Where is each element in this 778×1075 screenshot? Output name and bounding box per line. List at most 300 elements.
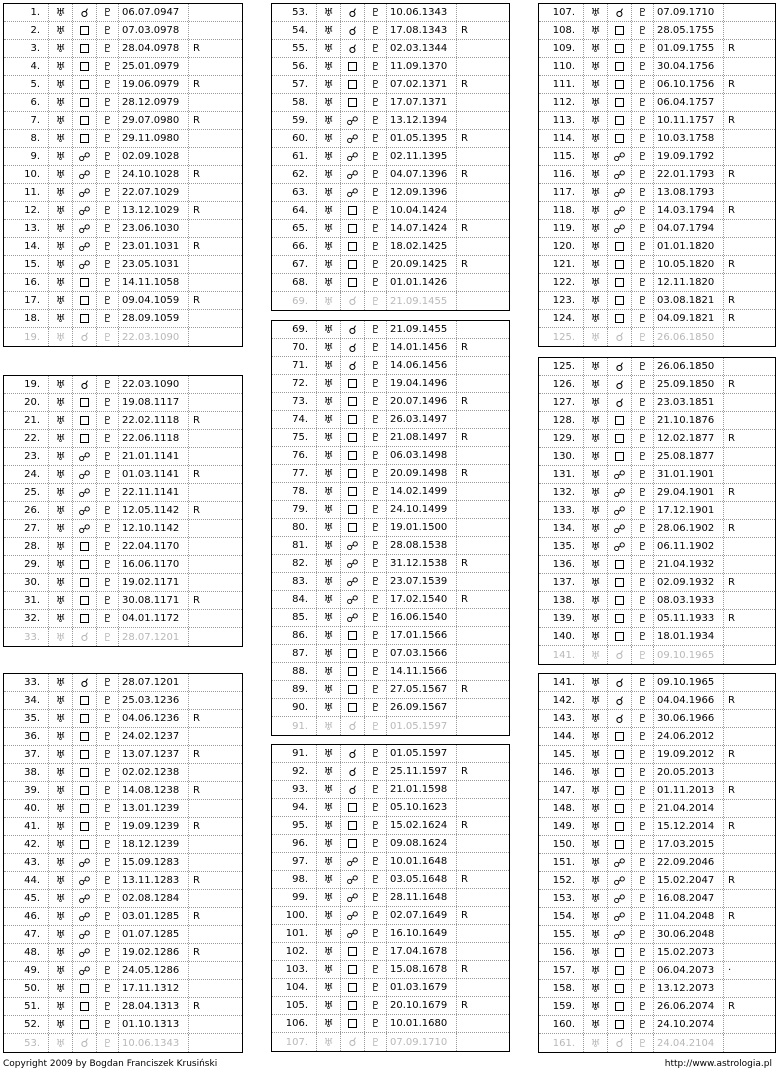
retrograde-flag bbox=[457, 699, 509, 716]
event-date: 01.05.1395 bbox=[387, 130, 457, 147]
row-number: 40. bbox=[4, 800, 49, 817]
table-block-8 bbox=[538, 357, 776, 665]
row-number: 47. bbox=[4, 926, 49, 943]
uranus-glyph: ♅ bbox=[49, 782, 73, 799]
row-number: 86. bbox=[272, 627, 317, 644]
event-date: 24.10.1499 bbox=[387, 501, 457, 518]
row-number: 112. bbox=[539, 94, 584, 111]
retrograde-flag bbox=[724, 980, 775, 997]
pluto-glyph: ♇ bbox=[365, 745, 387, 762]
row-number: 31. bbox=[4, 592, 49, 609]
row-number: 152. bbox=[539, 872, 584, 889]
retrograde-flag bbox=[724, 148, 775, 165]
event-date: 06.07.0947 bbox=[119, 4, 189, 21]
uranus-glyph: ♅ bbox=[49, 764, 73, 781]
row-number: 88. bbox=[272, 663, 317, 680]
uranus-glyph: ♅ bbox=[317, 256, 341, 273]
aspect-glyph: ☍ bbox=[608, 202, 632, 219]
square-aspect-icon bbox=[615, 296, 624, 305]
aspect-glyph: ☍ bbox=[341, 871, 365, 888]
retrograde-flag: R bbox=[728, 911, 735, 922]
retrograde-flag: R bbox=[461, 558, 468, 569]
uranus-glyph: ♅ bbox=[584, 22, 608, 39]
retrograde-flag bbox=[189, 22, 242, 39]
pluto-glyph: ♇ bbox=[97, 926, 119, 943]
table-row bbox=[539, 184, 775, 202]
event-date: 25.01.0979 bbox=[119, 58, 189, 75]
event-date: 25.09.1850 bbox=[654, 376, 724, 393]
uranus-glyph: ♅ bbox=[317, 148, 341, 165]
row-number: 158. bbox=[539, 980, 584, 997]
aspect-glyph bbox=[608, 412, 632, 429]
uranus-glyph: ♅ bbox=[317, 717, 341, 735]
event-date: 13.07.1237 bbox=[119, 746, 189, 763]
event-date: 17.07.1371 bbox=[387, 94, 457, 111]
table-row bbox=[4, 76, 242, 94]
pluto-glyph: ♇ bbox=[365, 220, 387, 237]
table-row bbox=[4, 112, 242, 130]
table-row bbox=[272, 130, 509, 148]
aspect-glyph: ☌ bbox=[608, 674, 632, 691]
uranus-glyph: ♅ bbox=[317, 871, 341, 888]
pluto-glyph: ♇ bbox=[97, 520, 119, 537]
aspect-glyph: ☌ bbox=[73, 376, 97, 393]
uranus-glyph: ♅ bbox=[49, 94, 73, 111]
retrograde-flag bbox=[189, 430, 242, 447]
pluto-glyph: ♇ bbox=[97, 256, 119, 273]
square-aspect-icon bbox=[80, 1002, 89, 1011]
retrograde-flag: R bbox=[461, 468, 468, 479]
uranus-glyph: ♅ bbox=[584, 1034, 608, 1052]
retrograde-flag: R bbox=[728, 749, 735, 760]
retrograde-flag bbox=[457, 573, 509, 590]
table-row bbox=[272, 699, 509, 717]
uranus-glyph: ♅ bbox=[49, 556, 73, 573]
aspect-glyph: ☌ bbox=[341, 22, 365, 39]
event-date: 20.07.1496 bbox=[387, 393, 457, 410]
event-date: 26.06.1850 bbox=[654, 328, 724, 346]
pluto-glyph: ♇ bbox=[97, 674, 119, 691]
event-date: 20.10.1679 bbox=[387, 997, 457, 1014]
pluto-glyph: ♇ bbox=[365, 645, 387, 662]
retrograde-flag: R bbox=[728, 79, 735, 90]
row-number: 33. bbox=[4, 674, 49, 691]
table-row bbox=[539, 148, 775, 166]
row-number: 161. bbox=[539, 1034, 584, 1052]
table-row bbox=[272, 256, 509, 274]
table-row bbox=[539, 394, 775, 412]
pluto-glyph: ♇ bbox=[97, 628, 119, 646]
row-number: 34. bbox=[4, 692, 49, 709]
aspect-glyph: ☍ bbox=[341, 148, 365, 165]
row-number: 120. bbox=[539, 238, 584, 255]
row-number: 126. bbox=[539, 376, 584, 393]
aspect-glyph bbox=[73, 592, 97, 609]
table-row bbox=[272, 717, 509, 735]
event-date: 21.10.1876 bbox=[654, 412, 724, 429]
table-row bbox=[539, 112, 775, 130]
aspect-glyph: ☍ bbox=[73, 148, 97, 165]
row-number: 78. bbox=[272, 483, 317, 500]
pluto-glyph: ♇ bbox=[365, 681, 387, 698]
uranus-glyph: ♅ bbox=[49, 292, 73, 309]
uranus-glyph: ♅ bbox=[317, 339, 341, 356]
row-number: 70. bbox=[272, 339, 317, 356]
square-aspect-icon bbox=[348, 839, 357, 848]
pluto-glyph: ♇ bbox=[365, 40, 387, 57]
event-date: 03.08.1821 bbox=[654, 292, 724, 309]
square-aspect-icon bbox=[615, 786, 624, 795]
event-date: 09.10.1965 bbox=[654, 646, 724, 664]
event-date: 03.05.1648 bbox=[387, 871, 457, 888]
retrograde-flag bbox=[189, 628, 242, 646]
pluto-glyph: ♇ bbox=[632, 674, 654, 691]
event-date: 30.04.1756 bbox=[654, 58, 724, 75]
uranus-glyph: ♅ bbox=[584, 800, 608, 817]
copyright-text: Copyright 2009 by Bogdan Franciszek Krusiński bbox=[3, 1059, 218, 1069]
table-row bbox=[272, 202, 509, 220]
retrograde-flag bbox=[189, 376, 242, 393]
pluto-glyph: ♇ bbox=[632, 836, 654, 853]
uranus-glyph: ♅ bbox=[317, 763, 341, 780]
aspect-glyph bbox=[73, 292, 97, 309]
uranus-glyph: ♅ bbox=[584, 358, 608, 375]
uranus-glyph: ♅ bbox=[584, 448, 608, 465]
table-row bbox=[539, 872, 775, 890]
retrograde-flag bbox=[189, 220, 242, 237]
event-date: 23.06.1030 bbox=[119, 220, 189, 237]
table-row bbox=[4, 746, 242, 764]
pluto-glyph: ♇ bbox=[365, 717, 387, 735]
uranus-glyph: ♅ bbox=[49, 926, 73, 943]
table-row bbox=[272, 1015, 509, 1033]
pluto-glyph: ♇ bbox=[365, 1033, 387, 1051]
pluto-glyph: ♇ bbox=[632, 628, 654, 645]
retrograde-flag bbox=[724, 184, 775, 201]
uranus-glyph: ♅ bbox=[49, 674, 73, 691]
pluto-glyph: ♇ bbox=[365, 799, 387, 816]
table-row bbox=[272, 591, 509, 609]
pluto-glyph: ♇ bbox=[365, 184, 387, 201]
pluto-glyph: ♇ bbox=[632, 764, 654, 781]
retrograde-flag bbox=[189, 184, 242, 201]
uranus-glyph: ♅ bbox=[584, 220, 608, 237]
aspect-glyph bbox=[341, 274, 365, 291]
event-date: 07.09.1710 bbox=[654, 4, 724, 21]
table-row bbox=[4, 926, 242, 944]
uranus-glyph: ♅ bbox=[49, 538, 73, 555]
uranus-glyph: ♅ bbox=[317, 447, 341, 464]
table-row bbox=[272, 112, 509, 130]
table-block-4 bbox=[271, 3, 510, 311]
event-date: 21.08.1497 bbox=[387, 429, 457, 446]
table-row bbox=[4, 1016, 242, 1034]
uranus-glyph: ♅ bbox=[317, 799, 341, 816]
event-date: 29.04.1901 bbox=[654, 484, 724, 501]
uranus-glyph: ♅ bbox=[584, 58, 608, 75]
aspect-glyph: ☌ bbox=[341, 321, 365, 338]
square-aspect-icon bbox=[615, 804, 624, 813]
table-row bbox=[272, 1033, 509, 1051]
retrograde-flag: R bbox=[728, 43, 735, 54]
aspect-glyph bbox=[73, 1016, 97, 1033]
event-date: 07.03.1566 bbox=[387, 645, 457, 662]
uranus-glyph: ♅ bbox=[49, 944, 73, 961]
retrograde-flag bbox=[189, 1034, 242, 1052]
square-aspect-icon bbox=[348, 947, 357, 956]
pluto-glyph: ♇ bbox=[365, 4, 387, 21]
pluto-glyph: ♇ bbox=[97, 592, 119, 609]
event-date: 01.11.2013 bbox=[654, 782, 724, 799]
uranus-glyph: ♅ bbox=[584, 818, 608, 835]
pluto-glyph: ♇ bbox=[632, 274, 654, 291]
event-date: 10.04.1424 bbox=[387, 202, 457, 219]
pluto-glyph: ♇ bbox=[632, 148, 654, 165]
aspect-glyph: ☌ bbox=[608, 4, 632, 21]
table-row bbox=[272, 40, 509, 58]
table-row bbox=[4, 574, 242, 592]
row-number: 160. bbox=[539, 1016, 584, 1033]
event-date: 06.11.1902 bbox=[654, 538, 724, 555]
table-row bbox=[4, 166, 242, 184]
table-row bbox=[4, 710, 242, 728]
uranus-glyph: ♅ bbox=[584, 854, 608, 871]
event-date: 18.02.1425 bbox=[387, 238, 457, 255]
aspect-glyph bbox=[608, 448, 632, 465]
pluto-glyph: ♇ bbox=[97, 890, 119, 907]
table-row bbox=[272, 321, 509, 339]
table-row bbox=[4, 430, 242, 448]
event-date: 11.09.1370 bbox=[387, 58, 457, 75]
event-date: 18.01.1934 bbox=[654, 628, 724, 645]
pluto-glyph: ♇ bbox=[632, 466, 654, 483]
row-number: 13. bbox=[4, 220, 49, 237]
pluto-glyph: ♇ bbox=[632, 872, 654, 889]
aspect-glyph bbox=[608, 1016, 632, 1033]
square-aspect-icon bbox=[348, 1001, 357, 1010]
square-aspect-icon bbox=[348, 62, 357, 71]
row-number: 148. bbox=[539, 800, 584, 817]
retrograde-flag: R bbox=[728, 875, 735, 886]
table-row bbox=[539, 998, 775, 1016]
event-date: 19.09.2012 bbox=[654, 746, 724, 763]
pluto-glyph: ♇ bbox=[632, 926, 654, 943]
pluto-glyph: ♇ bbox=[365, 519, 387, 536]
row-number: 33. bbox=[4, 628, 49, 646]
row-number: 5. bbox=[4, 76, 49, 93]
aspect-glyph bbox=[73, 710, 97, 727]
aspect-glyph: ☍ bbox=[73, 872, 97, 889]
pluto-glyph: ♇ bbox=[97, 872, 119, 889]
square-aspect-icon bbox=[615, 260, 624, 269]
row-number: 147. bbox=[539, 782, 584, 799]
uranus-glyph: ♅ bbox=[584, 412, 608, 429]
pluto-glyph: ♇ bbox=[632, 728, 654, 745]
row-number: 85. bbox=[272, 609, 317, 626]
table-block-5 bbox=[271, 320, 510, 736]
retrograde-flag bbox=[724, 58, 775, 75]
retrograde-flag bbox=[457, 925, 509, 942]
table-row bbox=[539, 818, 775, 836]
pluto-glyph: ♇ bbox=[365, 375, 387, 392]
uranus-glyph: ♅ bbox=[584, 836, 608, 853]
aspect-glyph bbox=[608, 130, 632, 147]
aspect-glyph: ☌ bbox=[608, 710, 632, 727]
row-number: 140. bbox=[539, 628, 584, 645]
row-number: 65. bbox=[272, 220, 317, 237]
pluto-glyph: ♇ bbox=[632, 556, 654, 573]
table-row bbox=[539, 980, 775, 998]
pluto-glyph: ♇ bbox=[365, 817, 387, 834]
pluto-glyph: ♇ bbox=[632, 256, 654, 273]
pluto-glyph: ♇ bbox=[365, 238, 387, 255]
table-row bbox=[4, 502, 242, 520]
event-date: 21.04.2014 bbox=[654, 800, 724, 817]
row-number: 108. bbox=[539, 22, 584, 39]
uranus-glyph: ♅ bbox=[584, 646, 608, 664]
retrograde-flag bbox=[724, 854, 775, 871]
pluto-glyph: ♇ bbox=[97, 1034, 119, 1052]
aspect-glyph: ☌ bbox=[341, 717, 365, 735]
aspect-glyph bbox=[608, 610, 632, 627]
uranus-glyph: ♅ bbox=[49, 184, 73, 201]
aspect-glyph bbox=[73, 94, 97, 111]
square-aspect-icon bbox=[615, 1020, 624, 1029]
row-number: 96. bbox=[272, 835, 317, 852]
table-row bbox=[4, 872, 242, 890]
table-row bbox=[4, 962, 242, 980]
row-number: 29. bbox=[4, 556, 49, 573]
uranus-glyph: ♅ bbox=[49, 130, 73, 147]
table-row bbox=[4, 728, 242, 746]
aspect-glyph bbox=[341, 501, 365, 518]
uranus-glyph: ♅ bbox=[49, 836, 73, 853]
aspect-glyph: ☌ bbox=[73, 4, 97, 21]
pluto-glyph: ♇ bbox=[365, 853, 387, 870]
row-number: 22. bbox=[4, 430, 49, 447]
retrograde-flag: R bbox=[193, 43, 200, 54]
retrograde-flag bbox=[457, 781, 509, 798]
pluto-glyph: ♇ bbox=[97, 58, 119, 75]
aspect-glyph bbox=[608, 980, 632, 997]
row-number: 51. bbox=[4, 998, 49, 1015]
pluto-glyph: ♇ bbox=[632, 58, 654, 75]
uranus-glyph: ♅ bbox=[317, 627, 341, 644]
table-row bbox=[539, 692, 775, 710]
square-aspect-icon bbox=[80, 44, 89, 53]
uranus-glyph: ♅ bbox=[317, 889, 341, 906]
square-aspect-icon bbox=[348, 242, 357, 251]
event-date: 16.10.1649 bbox=[387, 925, 457, 942]
row-number: 115. bbox=[539, 148, 584, 165]
event-date: 06.04.1757 bbox=[654, 94, 724, 111]
event-date: 22.01.1793 bbox=[654, 166, 724, 183]
uranus-glyph: ♅ bbox=[317, 166, 341, 183]
uranus-glyph: ♅ bbox=[317, 76, 341, 93]
pluto-glyph: ♇ bbox=[632, 22, 654, 39]
retrograde-flag bbox=[724, 556, 775, 573]
aspect-glyph: ☍ bbox=[73, 166, 97, 183]
event-date: 24.06.2012 bbox=[654, 728, 724, 745]
table-block-1 bbox=[3, 3, 243, 347]
retrograde-flag bbox=[724, 238, 775, 255]
event-date: 17.11.1312 bbox=[119, 980, 189, 997]
event-date: 17.01.1566 bbox=[387, 627, 457, 644]
aspect-glyph: ☍ bbox=[73, 466, 97, 483]
table-row bbox=[539, 890, 775, 908]
pluto-glyph: ♇ bbox=[632, 130, 654, 147]
event-date: 12.02.1877 bbox=[654, 430, 724, 447]
event-date: 31.12.1538 bbox=[387, 555, 457, 572]
aspect-glyph: ☌ bbox=[608, 358, 632, 375]
pluto-glyph: ♇ bbox=[365, 274, 387, 291]
aspect-glyph bbox=[608, 94, 632, 111]
pluto-glyph: ♇ bbox=[365, 148, 387, 165]
retrograde-flag bbox=[189, 256, 242, 273]
aspect-glyph bbox=[608, 556, 632, 573]
square-aspect-icon bbox=[615, 434, 624, 443]
event-date: 06.10.1756 bbox=[654, 76, 724, 93]
row-number: 63. bbox=[272, 184, 317, 201]
table-block-7 bbox=[538, 3, 776, 347]
retrograde-flag bbox=[724, 646, 775, 664]
table-row bbox=[539, 466, 775, 484]
retrograde-flag bbox=[724, 944, 775, 961]
aspect-glyph bbox=[73, 412, 97, 429]
uranus-glyph: ♅ bbox=[317, 22, 341, 39]
retrograde-flag bbox=[189, 58, 242, 75]
table-block-3 bbox=[3, 673, 243, 1053]
retrograde-flag bbox=[457, 94, 509, 111]
event-date: 28.04.1313 bbox=[119, 998, 189, 1015]
square-aspect-icon bbox=[348, 803, 357, 812]
uranus-glyph: ♅ bbox=[584, 556, 608, 573]
row-number: 133. bbox=[539, 502, 584, 519]
square-aspect-icon bbox=[80, 542, 89, 551]
table-row bbox=[539, 202, 775, 220]
retrograde-flag: R bbox=[193, 947, 200, 958]
aspect-glyph bbox=[341, 979, 365, 996]
table-row bbox=[4, 818, 242, 836]
uranus-glyph: ♅ bbox=[49, 310, 73, 327]
uranus-glyph: ♅ bbox=[584, 112, 608, 129]
row-number: 8. bbox=[4, 130, 49, 147]
aspect-glyph: ☌ bbox=[608, 376, 632, 393]
row-number: 124. bbox=[539, 310, 584, 327]
retrograde-flag bbox=[189, 962, 242, 979]
table-row bbox=[4, 782, 242, 800]
table-row bbox=[539, 22, 775, 40]
table-row bbox=[539, 238, 775, 256]
aspect-glyph: ☍ bbox=[608, 184, 632, 201]
uranus-glyph: ♅ bbox=[317, 411, 341, 428]
table-row bbox=[272, 835, 509, 853]
retrograde-flag bbox=[457, 645, 509, 662]
pluto-glyph: ♇ bbox=[365, 112, 387, 129]
aspect-glyph: ☌ bbox=[608, 394, 632, 411]
square-aspect-icon bbox=[80, 560, 89, 569]
row-number: 50. bbox=[4, 980, 49, 997]
event-date: 16.08.2047 bbox=[654, 890, 724, 907]
table-row bbox=[4, 592, 242, 610]
row-number: 75. bbox=[272, 429, 317, 446]
event-date: 01.10.1313 bbox=[119, 1016, 189, 1033]
row-number: 35. bbox=[4, 710, 49, 727]
pluto-glyph: ♇ bbox=[97, 746, 119, 763]
aspect-glyph bbox=[73, 746, 97, 763]
square-aspect-icon bbox=[615, 62, 624, 71]
row-number: 39. bbox=[4, 782, 49, 799]
